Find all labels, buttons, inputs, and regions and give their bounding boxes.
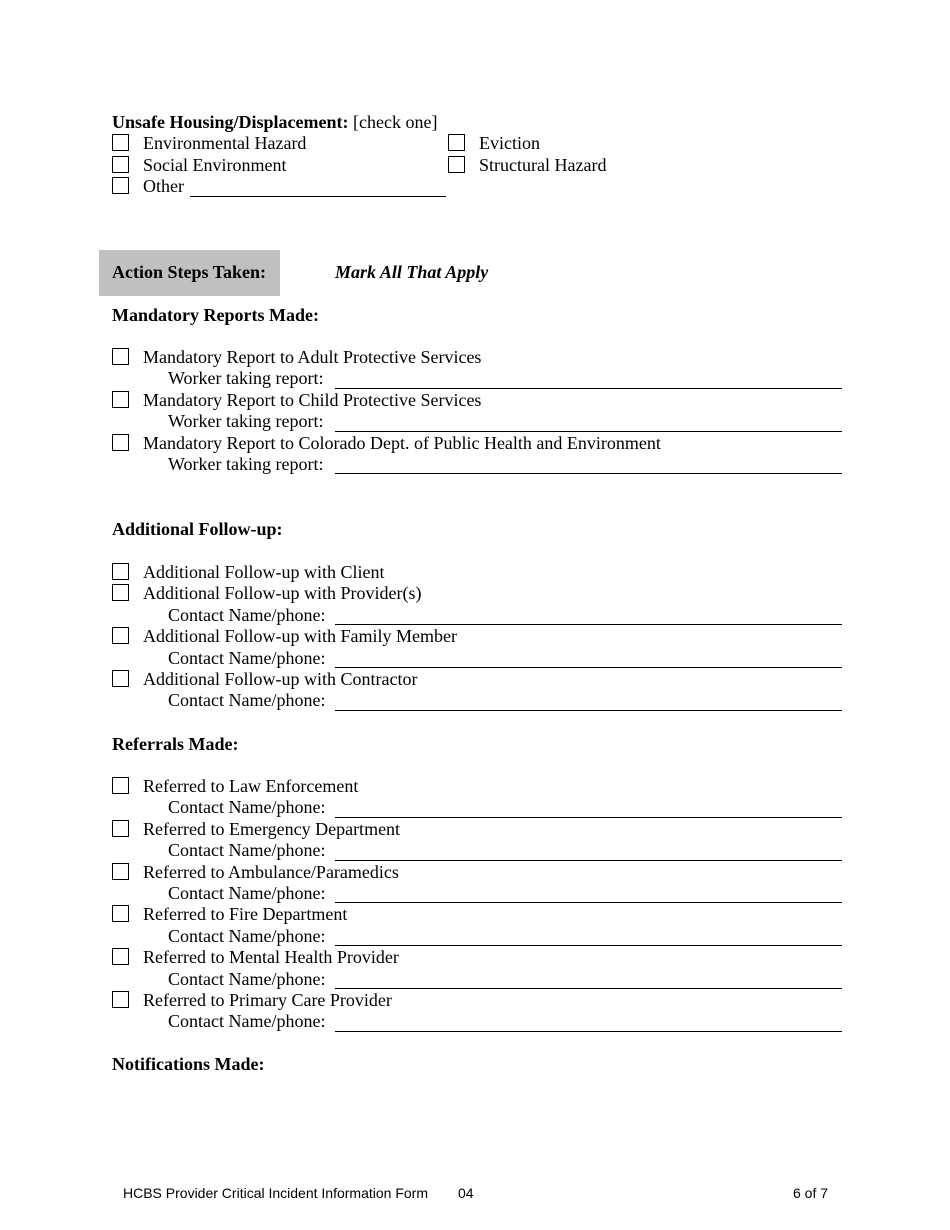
unsafe-housing-row	[112, 176, 840, 197]
contact-field-row	[112, 605, 840, 626]
checkbox-follow-up-client[interactable]	[112, 563, 129, 580]
footer-form-number: 04	[458, 1185, 474, 1201]
unsafe-housing-instruction: [check one]	[353, 112, 438, 132]
item-label: Additional Follow-up with Client	[143, 562, 385, 582]
list-item	[112, 583, 840, 604]
option-label: Other	[143, 176, 184, 197]
contact-field-row	[112, 1011, 840, 1032]
unsafe-housing-row	[112, 155, 840, 176]
contact-input-emergency-department[interactable]	[335, 844, 842, 861]
contact-input-provider[interactable]	[335, 608, 842, 625]
item-label: Mandatory Report to Child Protective Services	[143, 389, 482, 410]
field-label: Contact Name/phone:	[168, 797, 326, 818]
field-label: Contact Name/phone:	[168, 604, 326, 625]
worker-field-row	[112, 454, 840, 475]
field-label: Worker taking report:	[168, 411, 324, 432]
unsafe-housing-row	[112, 133, 840, 154]
referrals-list	[112, 776, 840, 1033]
action-steps-title: Action Steps Taken:	[112, 262, 267, 282]
option-structural-hazard	[448, 155, 748, 176]
checkbox-report-cdphe[interactable]	[112, 434, 129, 451]
field-label: Contact Name/phone:	[168, 647, 326, 668]
option-label: Structural Hazard	[479, 154, 607, 175]
worker-input-adult-protective[interactable]	[335, 372, 842, 389]
field-label: Worker taking report:	[168, 453, 324, 474]
contact-field-row	[112, 883, 840, 904]
contact-input-contractor[interactable]	[335, 694, 842, 711]
item-label: Referred to Law Enforcement	[143, 776, 359, 796]
checkbox-environmental-hazard[interactable]	[112, 134, 129, 151]
list-item	[112, 390, 840, 411]
other-text-field[interactable]	[190, 180, 446, 197]
contact-field-row	[112, 797, 840, 818]
footer-form-name: HCBS Provider Critical Incident Information Form	[123, 1185, 428, 1201]
field-label: Worker taking report:	[168, 368, 324, 389]
follow-up-heading: Additional Follow-up:	[112, 519, 283, 539]
contact-input-primary-care[interactable]	[335, 1015, 842, 1032]
unsafe-housing-heading	[112, 112, 840, 133]
checkbox-social-environment[interactable]	[112, 156, 129, 173]
list-item	[112, 433, 840, 454]
checkbox-follow-up-family[interactable]	[112, 627, 129, 644]
option-label: Eviction	[479, 133, 540, 154]
field-label: Contact Name/phone:	[168, 1011, 326, 1032]
item-label: Referred to Fire Department	[143, 904, 348, 925]
list-item	[112, 347, 840, 368]
list-item	[112, 626, 840, 647]
field-label: Contact Name/phone:	[168, 882, 326, 903]
checkbox-structural-hazard[interactable]	[448, 156, 465, 173]
item-label: Mandatory Report to Colorado Dept. of Public Health and Environment	[143, 432, 661, 453]
contact-field-row	[112, 926, 840, 947]
contact-field-row	[112, 690, 840, 711]
field-label: Contact Name/phone:	[168, 925, 326, 946]
item-label: Referred to Emergency Department	[143, 818, 401, 839]
checkbox-eviction[interactable]	[448, 134, 465, 151]
referrals-heading: Referrals Made:	[112, 734, 239, 754]
list-item	[112, 862, 840, 883]
notifications-heading: Notifications Made:	[112, 1054, 265, 1074]
checkbox-referral-law-enforcement[interactable]	[112, 777, 129, 794]
field-label: Contact Name/phone:	[168, 690, 326, 711]
field-label: Contact Name/phone:	[168, 968, 326, 989]
list-item	[112, 819, 840, 840]
contact-input-family[interactable]	[335, 651, 842, 668]
option-eviction	[448, 133, 748, 154]
checkbox-referral-primary-care[interactable]	[112, 991, 129, 1008]
list-item	[112, 990, 840, 1011]
footer-page-number: 6 of 7	[793, 1185, 829, 1201]
field-label: Contact Name/phone:	[168, 840, 326, 861]
item-label: Additional Follow-up with Provider(s)	[143, 583, 422, 604]
item-label: Referred to Mental Health Provider	[143, 947, 399, 968]
checkbox-referral-mental-health[interactable]	[112, 948, 129, 965]
item-label: Additional Follow-up with Family Member	[143, 626, 457, 647]
list-item	[112, 669, 840, 690]
item-label: Referred to Ambulance/Paramedics	[143, 861, 399, 882]
checkbox-follow-up-provider[interactable]	[112, 584, 129, 601]
worker-field-row	[112, 368, 840, 389]
contact-input-mental-health[interactable]	[335, 972, 842, 989]
item-label: Mandatory Report to Adult Protective Services	[143, 347, 482, 367]
list-item	[112, 776, 840, 797]
checkbox-follow-up-contractor[interactable]	[112, 670, 129, 687]
contact-field-row	[112, 840, 840, 861]
contact-input-fire-department[interactable]	[335, 929, 842, 946]
unsafe-housing-title: Unsafe Housing/Displacement:	[112, 112, 349, 132]
checkbox-referral-ambulance[interactable]	[112, 863, 129, 880]
action-steps-note: Mark All That Apply	[335, 262, 489, 282]
mandatory-reports-heading: Mandatory Reports Made:	[112, 305, 319, 325]
contact-field-row	[112, 648, 840, 669]
mandatory-reports-list	[112, 347, 840, 475]
item-label: Additional Follow-up with Contractor	[143, 668, 418, 689]
worker-input-child-protective[interactable]	[335, 415, 842, 432]
option-label: Social Environment	[143, 154, 287, 175]
worker-input-cdphe[interactable]	[335, 457, 842, 474]
checkbox-referral-fire-department[interactable]	[112, 905, 129, 922]
list-item	[112, 562, 840, 583]
option-label: Environmental Hazard	[143, 133, 307, 154]
unsafe-housing-section	[112, 112, 840, 198]
follow-up-list	[112, 562, 840, 712]
contact-input-ambulance[interactable]	[335, 886, 842, 903]
checkbox-referral-emergency-department[interactable]	[112, 820, 129, 837]
contact-field-row	[112, 969, 840, 990]
list-item	[112, 904, 840, 925]
item-label: Referred to Primary Care Provider	[143, 989, 392, 1010]
worker-field-row	[112, 411, 840, 432]
checkbox-report-child-protective[interactable]	[112, 391, 129, 408]
list-item	[112, 947, 840, 968]
checkbox-other[interactable]	[112, 177, 129, 194]
contact-input-law-enforcement[interactable]	[335, 801, 842, 818]
checkbox-report-adult-protective[interactable]	[112, 348, 129, 365]
